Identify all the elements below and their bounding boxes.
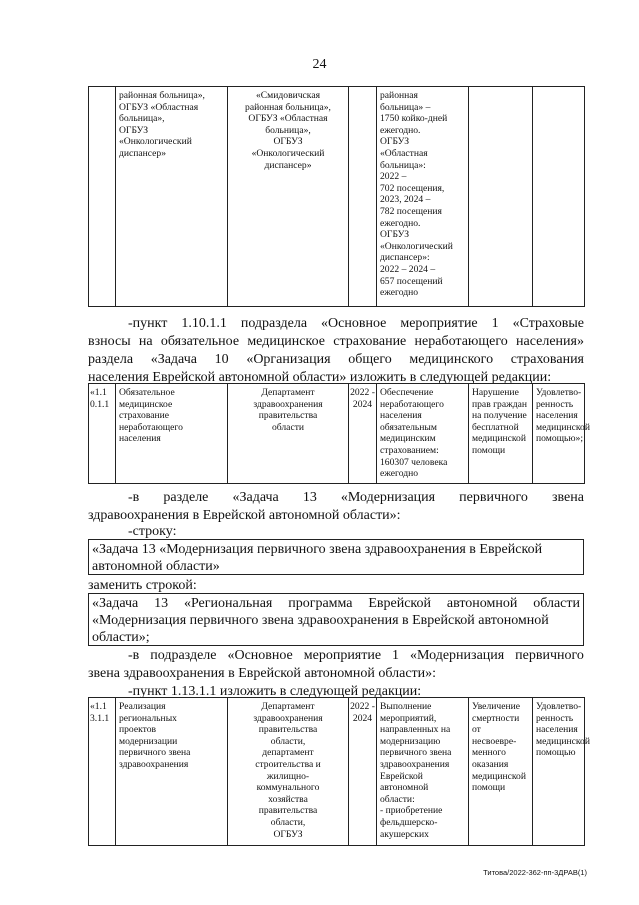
cell-line: Удовлетво-	[536, 701, 582, 712]
cell-line: здравоохранения	[380, 758, 450, 770]
cell-term	[349, 698, 377, 846]
cell-term	[349, 384, 377, 484]
cell-term	[349, 87, 377, 307]
cell-line: неработающего	[119, 421, 183, 433]
cell-line: больница» –	[380, 101, 431, 113]
cell-line: департамент	[262, 747, 314, 759]
cell-line: больница»,	[119, 113, 165, 125]
para2-line4: заменить строкой:	[88, 578, 197, 593]
word: -в	[128, 490, 140, 505]
word: «Основное	[321, 316, 387, 331]
para2-line1	[128, 489, 584, 506]
cell-line: первичного звена	[380, 747, 452, 759]
cell-executor	[228, 384, 349, 484]
cell-line: мероприятий,	[380, 712, 437, 724]
cell-executors-end	[116, 87, 228, 307]
cell-line: больница»:	[380, 159, 426, 171]
word: взносы	[88, 334, 131, 349]
word: медицинское	[247, 334, 325, 349]
cell-line: здравоохранения	[119, 758, 189, 770]
cell-line: диспансер»	[119, 147, 167, 159]
cell-line: помощи	[472, 444, 506, 456]
word: -в	[128, 648, 140, 663]
cell-line: страхование	[119, 410, 170, 422]
word: первичного	[459, 490, 528, 505]
cell-line: проектов	[119, 724, 157, 736]
cell-line: Обязательное	[119, 387, 175, 398]
cell-line: прав граждан	[472, 398, 528, 410]
word: «Модернизация	[340, 490, 436, 505]
cell-line: 3.1.1	[90, 712, 110, 724]
cell-line: модернизации	[119, 735, 178, 747]
cell-line: здравоохранения	[253, 398, 323, 410]
page-number: 24	[312, 57, 327, 72]
cell-line: фельдшерско-	[380, 816, 438, 828]
cell-line: помощью	[536, 747, 576, 759]
cell-line: области	[271, 421, 305, 433]
cell-line: 702 посещения,	[380, 182, 445, 194]
cell-line: 160307 человека	[380, 456, 448, 468]
para2-line2: здравоохранения в Еврейской автономной области»:	[88, 508, 401, 523]
word: первичного	[515, 648, 584, 663]
para2-line7: -пункт 1.13.1.1 изложить в следующей редакции:	[128, 684, 422, 699]
cell-line: 2024	[352, 712, 373, 724]
cell-line: ренность	[536, 712, 574, 724]
word: «Задача	[92, 596, 139, 611]
cell-line: ОГБУЗ	[273, 828, 303, 840]
cell-line: медицинским	[380, 433, 436, 445]
word: «Организация	[246, 352, 331, 367]
word: раздела	[88, 352, 134, 367]
cell-line: ренность	[536, 398, 574, 410]
para2-line6: звена здравоохранения в Еврейской автономной области»:	[88, 666, 437, 681]
cell-line: помощи	[472, 782, 506, 794]
cell-number	[89, 384, 116, 484]
cell-line: Еврейской	[380, 770, 423, 782]
cell-line: обязательным	[380, 421, 437, 433]
word: медицинского	[409, 352, 494, 367]
cell-line: Выполнение	[380, 701, 432, 712]
cell-executor	[228, 698, 349, 846]
cell-line: ежегодно	[380, 468, 419, 480]
cell-line: ОГБУЗ	[380, 136, 410, 148]
cell-line: Реализация	[119, 701, 166, 712]
cell-line: диспансер»:	[380, 252, 430, 264]
word: 1	[491, 316, 499, 331]
cell-line: населения	[536, 724, 578, 736]
cell-line: районная	[380, 90, 418, 101]
cell-line: «Смидовичская	[255, 90, 320, 101]
word: 1	[392, 648, 400, 663]
cell-line: 2024	[352, 398, 373, 410]
old-row-line1: «Задача 13 «Модернизация первичного звена здравоохранения в Еврейской	[92, 542, 543, 557]
cell-line: строительства и	[255, 758, 321, 770]
cell-line: районная больница»,	[119, 90, 205, 101]
old-row-box	[88, 539, 584, 575]
cell-indicator	[533, 384, 590, 484]
word: 13	[154, 596, 169, 611]
cell-line: модернизацию	[380, 735, 441, 747]
cell-line: 1750 койко-дней	[380, 113, 448, 125]
cell-consequences	[469, 87, 533, 307]
cell-line: первичного звена	[119, 747, 191, 759]
word: разделе	[163, 490, 209, 505]
para2-line5	[128, 647, 584, 664]
cell-line: «Онкологический	[251, 147, 325, 159]
cell-line: жилищно-	[266, 770, 310, 782]
word: «Модернизация	[410, 648, 505, 663]
word: на	[138, 334, 153, 349]
cell-consequence	[469, 384, 533, 484]
cell-line: страхованием:	[380, 444, 439, 456]
cell-line: несвоевре-	[472, 735, 517, 747]
cell-line: 782 посещения	[380, 205, 442, 217]
word: -пункт	[128, 316, 168, 331]
cell-line: 2022 – 2024 –	[380, 263, 436, 275]
new-row-box	[88, 593, 584, 646]
cell-line: медицинское	[119, 398, 173, 410]
new-row-line1	[92, 595, 580, 612]
cell-line: области:	[380, 793, 415, 805]
cell-name	[116, 698, 228, 846]
word: неработающего	[414, 334, 508, 349]
cell-line: диспансер»	[264, 159, 312, 171]
cell-executors	[228, 87, 349, 307]
word: программа	[288, 596, 353, 611]
cell-line: 2023, 2024 –	[380, 194, 431, 206]
cell-line: направленных на	[380, 724, 451, 736]
para1-line3	[88, 351, 584, 368]
word: мероприятие	[400, 316, 478, 331]
cell-line: помощью»;	[536, 433, 584, 445]
cell-line: «1.1	[90, 701, 107, 712]
cell-line: ежегодно.	[380, 124, 421, 136]
word: «Задача	[150, 352, 197, 367]
word: подразделе	[150, 648, 217, 663]
cell-name	[116, 384, 228, 484]
word: мероприятие	[303, 648, 382, 663]
cell-line: смертности	[472, 712, 520, 724]
cell-line: - приобретение	[380, 805, 443, 817]
word: населения»	[516, 334, 584, 349]
word: автономной	[446, 596, 518, 611]
cell-line: ОГБУЗ «Областная	[248, 113, 328, 125]
word: 1.10.1.1	[181, 316, 227, 331]
cell-line: медицинской	[536, 735, 590, 747]
cell-line: оказания	[472, 758, 509, 770]
new-row-line2: «Модернизация первичного звена здравоохранения в Еврейской автономной	[92, 613, 549, 628]
cell-line: 2022 -	[350, 701, 375, 712]
word: страхования	[510, 352, 584, 367]
cell-line: здравоохранения	[253, 712, 323, 724]
word: 13	[302, 490, 317, 505]
cell-line: медицинской	[472, 770, 526, 782]
word: общего	[348, 352, 392, 367]
table-continuation	[88, 86, 585, 307]
cell-line: ежегодно	[380, 287, 419, 299]
cell-line: области,	[270, 735, 306, 747]
cell-line: ОГБУЗ «Областная	[119, 101, 199, 113]
cell-line: «Областная	[380, 147, 428, 159]
cell-result	[377, 384, 469, 484]
para1-line1	[128, 315, 584, 332]
cell-line: населения	[380, 410, 422, 422]
para1-line4: населения Еврейской автономной области» изложить в следующей редакции:	[88, 370, 552, 385]
old-row-line2: автономной области»	[92, 559, 220, 574]
cell-line: 0.1.1	[90, 398, 110, 410]
cell-line: больница»,	[265, 124, 311, 136]
cell-line: «1.1	[90, 387, 107, 398]
cell-line: акушерских	[380, 828, 429, 840]
word: «Региональная	[183, 596, 273, 611]
word: «Страховые	[512, 316, 584, 331]
new-row-line3: области»;	[92, 630, 150, 645]
para1-line2	[88, 333, 584, 350]
cell-line: Удовлетво-	[536, 387, 582, 398]
footer-doc-id: Титова/2022-362-пп-3ДРАВ(1)	[483, 868, 587, 877]
cell-consequence	[469, 698, 533, 846]
cell-line: автономной	[380, 782, 429, 794]
cell-line: менного	[472, 747, 506, 759]
cell-line: правительства	[258, 724, 318, 736]
table-item-13-1-1	[88, 697, 590, 846]
cell-line: на получение	[472, 410, 527, 422]
cell-line: «Онкологический	[119, 136, 192, 148]
cell-line: Увеличение	[472, 701, 520, 712]
cell-line: коммунального	[256, 782, 320, 794]
cell-line: правительства	[258, 805, 318, 817]
cell-line: «Онкологический	[380, 240, 453, 252]
cell-line: Департамент	[261, 387, 315, 398]
word: Еврейской	[368, 596, 432, 611]
cell-indicator	[533, 698, 590, 846]
cell-line: бесплатной	[472, 421, 519, 433]
cell-line: хозяйства	[268, 793, 308, 805]
word: обязательное	[160, 334, 240, 349]
cell-line: региональных	[119, 712, 177, 724]
cell-number	[89, 87, 116, 307]
word: звена	[551, 490, 584, 505]
cell-line: населения	[536, 410, 578, 422]
word: 10	[214, 352, 229, 367]
cell-line: Департамент	[261, 701, 315, 712]
cell-line: 2022 –	[380, 171, 407, 183]
cell-line: ОГБУЗ	[273, 136, 303, 148]
cell-line: ежегодно.	[380, 217, 421, 229]
word: области	[533, 596, 580, 611]
para2-line3: -строку:	[128, 524, 177, 539]
cell-line: районная больница»,	[245, 101, 331, 113]
cell-line: от	[472, 724, 481, 736]
cell-results	[377, 87, 469, 307]
cell-line: 2022 -	[350, 387, 375, 398]
cell-indicator	[533, 87, 585, 307]
cell-line: Нарушение	[472, 387, 519, 398]
cell-result	[377, 698, 469, 846]
word: страхование	[333, 334, 407, 349]
cell-line: ОГБУЗ	[380, 229, 410, 241]
cell-line: населения	[119, 433, 161, 445]
cell-number	[89, 698, 116, 846]
word: «Задача	[232, 490, 279, 505]
word: подраздела	[240, 316, 308, 331]
cell-line: ОГБУЗ	[119, 124, 149, 136]
cell-line: 657 посещений	[380, 275, 443, 287]
cell-line: области,	[270, 816, 306, 828]
cell-line: медицинской	[472, 433, 526, 445]
table-item-10-1-1	[88, 383, 590, 484]
word: «Основное	[227, 648, 293, 663]
cell-line: правительства	[258, 410, 318, 422]
cell-line: медицинской	[536, 421, 590, 433]
cell-line: Обеспечение	[380, 387, 434, 398]
cell-line: неработающего	[380, 398, 444, 410]
